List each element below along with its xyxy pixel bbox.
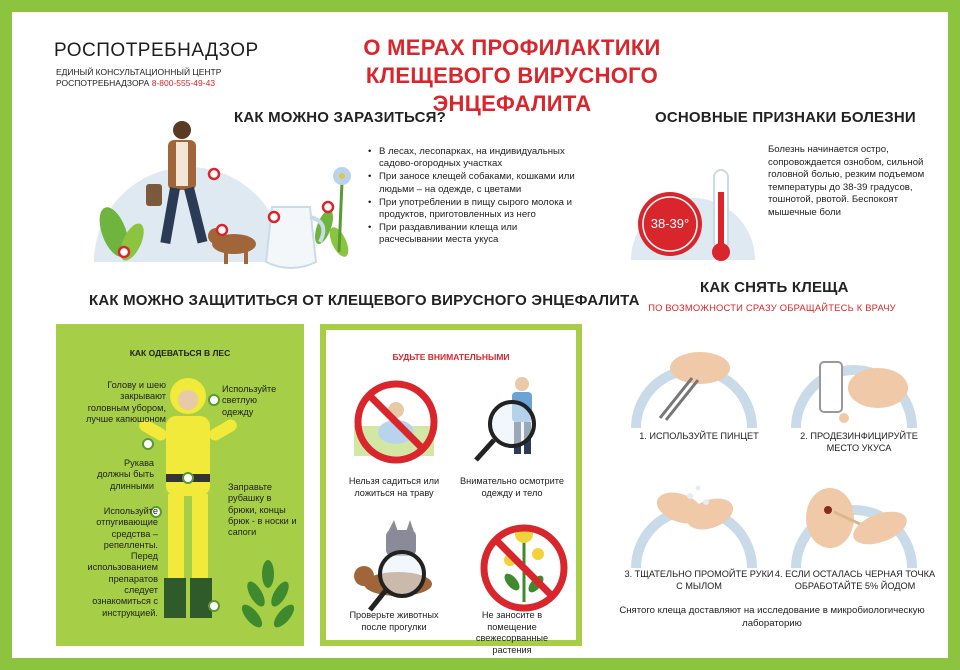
disinfect-step-icon — [796, 362, 912, 428]
dress-panel-title: КАК ОДЕВАТЬСЯ В ЛЕС — [129, 348, 231, 358]
tick-marker-icon — [119, 247, 129, 257]
tick-marker-icon — [269, 212, 279, 222]
hotline-phone: 8-800-555-49-43 — [151, 78, 216, 88]
attention-plants-caption: Не заносите в помещение свежесорванные растения — [475, 610, 549, 655]
signs-description: Болезнь начинается остро, сопровождается ознобом, сильной головной болью, резким подъемом температуры до 38-39 градусов, тошнотой, рвотой. Беспокоят мышечные боли — [768, 144, 925, 218]
attention-sit-caption: Нельзя садиться или ложиться на траву — [348, 476, 440, 498]
brand-subtitle — [56, 67, 221, 89]
brand-line2: РОСПОТРЕБНАДЗОРА — [56, 78, 150, 88]
infection-heading: КАК МОЖНО ЗАРАЗИТЬСЯ? — [234, 109, 446, 126]
pets-inspection-icon — [354, 520, 432, 610]
infection-list — [368, 146, 578, 248]
attention-inspect-caption: Внимательно осмотрите одежду и тело — [460, 476, 564, 498]
marker-dot-icon — [209, 601, 219, 611]
dress-panel — [56, 324, 304, 646]
infection-illustration — [84, 112, 364, 282]
tick-marker-icon — [217, 225, 227, 235]
iodine-step-icon — [796, 488, 912, 568]
attention-panel — [320, 324, 582, 655]
thermometer-illustration — [626, 152, 766, 267]
title-line1: О МЕРАХ ПРОФИЛАКТИКИ — [363, 35, 661, 60]
tweezers-step-icon — [636, 352, 752, 428]
step1-caption: 1. ИСПОЛЬЗУЙТЕ ПИНЦЕТ — [639, 431, 759, 441]
tick-marker-icon — [323, 202, 333, 212]
fern-icon — [238, 554, 298, 634]
remove-subtitle: ПО ВОЗМОЖНОСТИ СРАЗУ ОБРАЩАЙТЕСЬ К ВРАЧУ — [648, 302, 896, 313]
marker-dot-icon — [209, 395, 219, 405]
poster — [12, 12, 948, 658]
tick-marker-icon — [209, 169, 219, 179]
temperature-label: 38-39° — [650, 216, 690, 231]
protect-heading: КАК МОЖНО ЗАЩИТИТЬСЯ ОТ КЛЕЩЕВОГО ВИРУСНОГО ЭНЦЕФАЛИТА — [89, 292, 640, 309]
step2-caption: 2. ПРОДЕЗИНФИЦИРУЙТЕ МЕСТО УКУСА — [800, 431, 918, 453]
list-item: • При раздавливании клеща или расчесывании места укуса — [368, 222, 578, 246]
lab-note: Снятого клеща доставляют на исследование в микробиологическую лабораторию — [619, 605, 925, 629]
dress-light-note: Используйте светлую одежду — [222, 384, 277, 417]
brand-name: РОСПОТРЕБНАДЗОР — [54, 40, 259, 61]
inspect-body-icon — [476, 377, 534, 460]
list-item: • В лесах, лесопарках, на индивидуальных садово-огородных участках — [368, 146, 578, 170]
brand-line1: ЕДИНЫЙ КОНСУЛЬТАЦИОННЫЙ ЦЕНТР — [56, 67, 222, 77]
marker-dot-icon — [143, 439, 153, 449]
title-line2: КЛЕЩЕВОГО ВИРУСНОГО ЭНЦЕФАЛИТА — [365, 63, 659, 116]
dress-sleeves-note: Рукава должны быть длинными — [97, 458, 154, 491]
no-sitting-icon — [354, 384, 434, 460]
thermometer-icon — [712, 170, 730, 261]
dress-tuck-note: Заправьте рубашку в брюки, концы брюк - в носки и сапоги — [228, 482, 297, 538]
dress-repellent-note: Используйте отпугивающие средства – репелленты. Перед использованием препаратов следует ознакомиться с инструкцией. — [87, 506, 158, 618]
wash-hands-step-icon — [636, 486, 752, 569]
step4-caption: 4. ЕСЛИ ОСТАЛАСЬ ЧЕРНАЯ ТОЧКА ОБРАБОТАЙТЕ 5% ЙОДОМ — [774, 569, 936, 591]
remove-heading: КАК СНЯТЬ КЛЕЩА — [700, 279, 849, 296]
no-flowers-icon — [484, 525, 564, 608]
dress-head-note: Голову и шею закрывают головным убором, лучше капюшоном — [86, 380, 166, 424]
attention-panel-title: БУДЬТЕ ВНИМАТЕЛЬНЫМИ — [392, 352, 510, 362]
step3-caption: 3. ТЩАТЕЛЬНО ПРОМОЙТЕ РУКИ С МЫЛОМ — [624, 569, 774, 591]
signs-heading: ОСНОВНЫЕ ПРИЗНАКИ БОЛЕЗНИ — [655, 109, 916, 126]
attention-pets-caption: Проверьте животных после прогулки — [349, 610, 439, 632]
attention-illustrations — [336, 370, 576, 628]
list-item: • При употреблении в пищу сырого молока и продуктов, приготовленных из него — [368, 197, 578, 221]
page-title — [292, 34, 732, 118]
list-item: • При заносе клещей собаками, кошками или людьми – на одежде, с цветами — [368, 171, 578, 195]
marker-dot-icon — [183, 473, 193, 483]
